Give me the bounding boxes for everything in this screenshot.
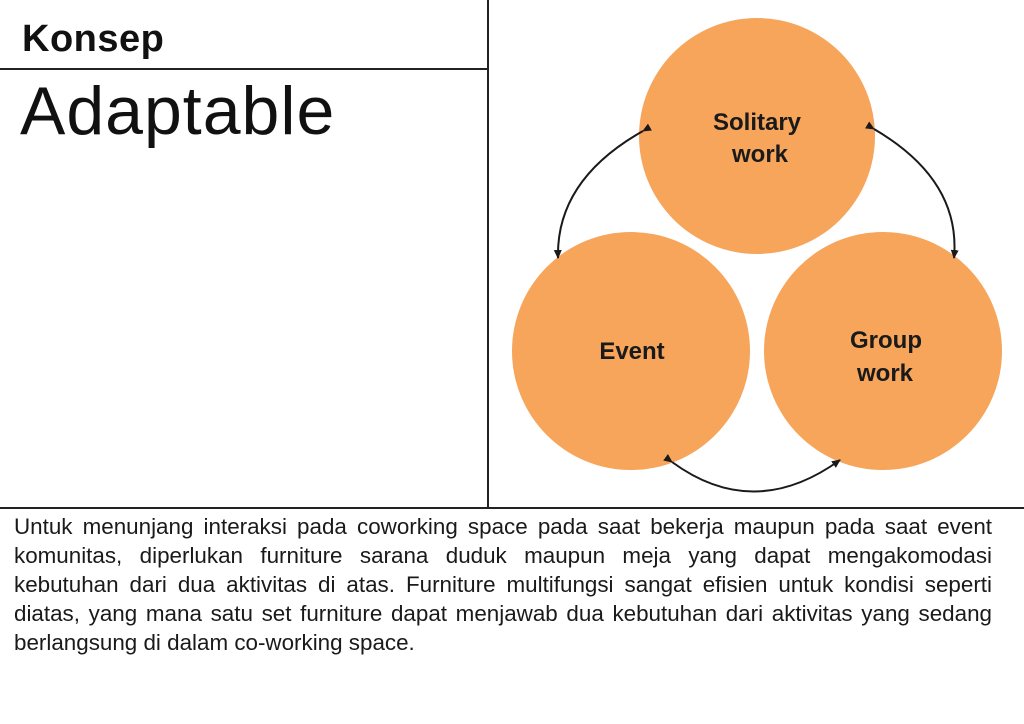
page-title: Adaptable <box>20 73 336 149</box>
group-work-label-line2: work <box>856 360 914 387</box>
solitary-work-label-line2: work <box>731 141 789 168</box>
arrow-event-group <box>672 460 840 492</box>
header-divider <box>0 68 488 70</box>
event-label: Event <box>599 338 665 365</box>
description-paragraph: Untuk menunjang interaksi pada coworking space pada saat bekerja maupun pada saat event komunitas, diperlukan furniture sarana duduk maupun meja yang dapat mengakomodasi kebutuhan dari dua aktivitas di atas. Furniture multifungsi sangat efisien untuk kondisi seperti diatas, yang mana satu set furniture dapat menjawab dua kebutuhan dari aktivitas yang sedang berlangsung di dalam co-working space. <box>14 514 992 655</box>
section-label: Konsep <box>22 18 165 60</box>
solitary-work-label-line1: Solitary <box>712 109 802 136</box>
group-work-label-line1: Group <box>850 327 922 354</box>
solitary-work-node <box>639 18 875 254</box>
activity-cycle-diagram <box>488 0 1024 507</box>
content-divider <box>0 507 1024 509</box>
